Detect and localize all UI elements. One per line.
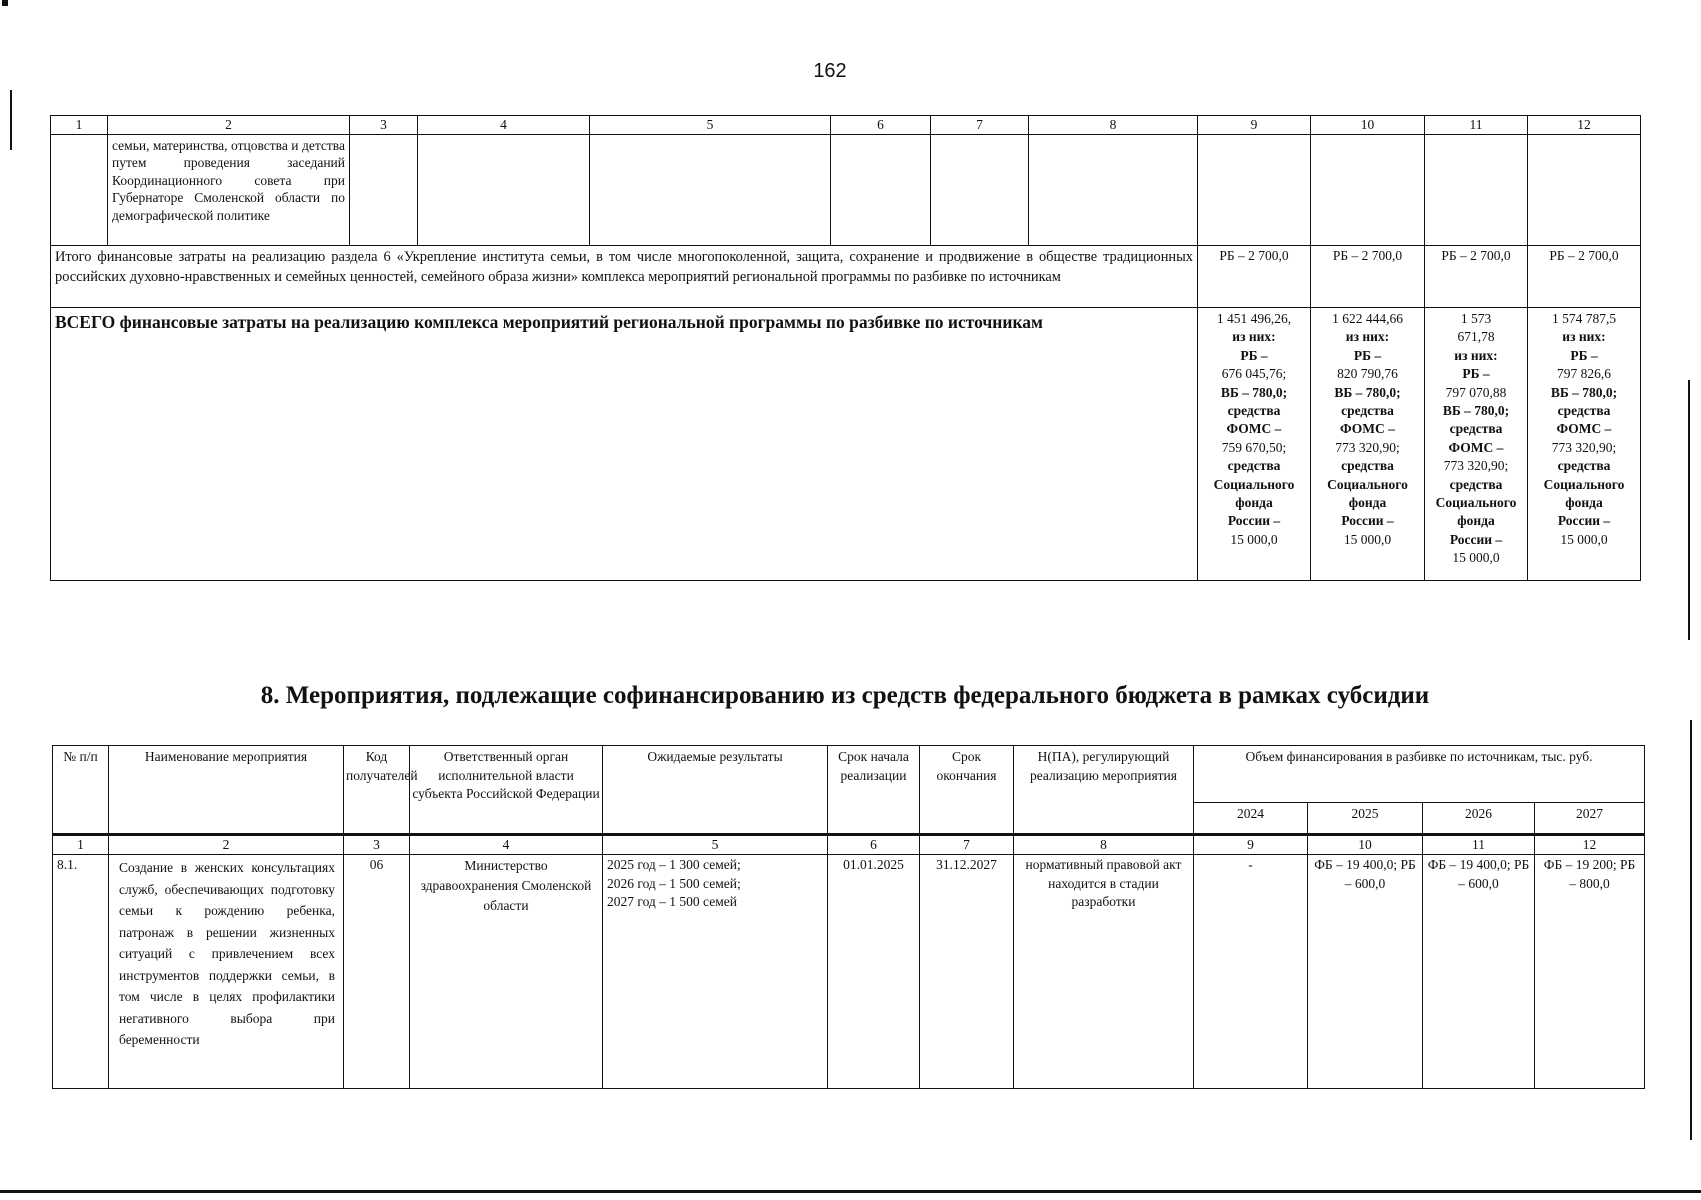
subtotal-row: [51, 246, 1641, 308]
subtotal-value-2025: РБ – 2 700,0: [1311, 246, 1425, 308]
header-num: № п/п: [53, 746, 109, 835]
cofinancing-table: [52, 745, 1645, 1089]
column-number: 10: [1311, 116, 1425, 135]
column-number: 1: [51, 116, 108, 135]
column-number: 8: [1029, 116, 1198, 135]
column-number-row: [51, 116, 1641, 135]
column-number: 3: [344, 835, 410, 855]
header-results: Ожидаемые результаты: [603, 746, 828, 835]
column-number-row: [53, 835, 1645, 855]
financing-table-continued: [50, 115, 1641, 581]
total-label: ВСЕГО финансовые затраты на реализацию комплекса мероприятий региональной программы по разбивке по источникам: [51, 308, 1198, 581]
row-end: 31.12.2027: [920, 855, 1014, 1089]
right-scan-edge: [1688, 380, 1690, 640]
total-row: [51, 308, 1641, 581]
column-number: 7: [931, 116, 1029, 135]
column-number: 4: [410, 835, 603, 855]
right-scan-edge-lower: [1690, 720, 1692, 1140]
column-number: 9: [1194, 835, 1308, 855]
bottom-scan-edge: [0, 1190, 1701, 1193]
row-funding-2026: ФБ – 19 400,0; РБ – 600,0: [1423, 855, 1535, 1089]
column-number: 3: [350, 116, 418, 135]
row-num: 8.1.: [53, 855, 109, 1089]
continuation-text: семьи, материнства, отцовства и детства путем проведения заседаний Координационного совета при Губернаторе Смоленской области по демографической политике: [108, 135, 350, 246]
empty-cell: [1198, 135, 1311, 246]
column-number: 7: [920, 835, 1014, 855]
header-funding: Объем финансирования в разбивке по источникам, тыс. руб.: [1194, 746, 1645, 803]
empty-cell: [931, 135, 1029, 246]
header-year-2027: 2027: [1535, 803, 1645, 835]
empty-cell: [1311, 135, 1425, 246]
binding-mark: [10, 90, 12, 150]
header-code: Код получателей: [344, 746, 410, 835]
row-start: 01.01.2025: [828, 855, 920, 1089]
header-year-2024: 2024: [1194, 803, 1308, 835]
header-start: Срок начала реализации: [828, 746, 920, 835]
total-value-2025: 1 622 444,66 из них: РБ – 820 790,76 ВБ – 780,0; средства ФОМС – 773 320,90; средства Социального фонда России – 15 000,0: [1311, 308, 1425, 581]
empty-cell: [418, 135, 590, 246]
page-number: 162: [813, 60, 847, 82]
subtotal-value-2024: РБ – 2 700,0: [1198, 246, 1311, 308]
column-number: 11: [1425, 116, 1528, 135]
subtotal-value-2026: РБ – 2 700,0: [1425, 246, 1528, 308]
column-number: 2: [109, 835, 344, 855]
column-number: 8: [1014, 835, 1194, 855]
row-name: Создание в женских консультациях служб, обеспечивающих подготовку семьи к рождению ребенка, патронаж в решении жизненных ситуаций с привлечением всех инструментов поддержки семьи, в том числе в целях профилактики негативного выбора при беременности: [109, 855, 344, 1089]
row-org: Министерство здравоохранения Смоленской области: [410, 855, 603, 1089]
header-npa: Н(ПА), регулирующий реализацию мероприятия: [1014, 746, 1194, 835]
row-funding-2027: ФБ – 19 200; РБ – 800,0: [1535, 855, 1645, 1089]
header-org: Ответственный орган исполнительной власти субъекта Российской Федерации: [410, 746, 603, 835]
row-funding-2025: ФБ – 19 400,0; РБ – 600,0: [1308, 855, 1423, 1089]
empty-cell: [1029, 135, 1198, 246]
scan-mark: [2, 0, 8, 6]
row-funding-2024: -: [1194, 855, 1308, 1089]
column-number: 11: [1423, 835, 1535, 855]
empty-cell: [1528, 135, 1641, 246]
column-number: 6: [831, 116, 931, 135]
empty-cell: [590, 135, 831, 246]
header-row: [53, 746, 1645, 803]
column-number: 1: [53, 835, 109, 855]
column-number: 9: [1198, 116, 1311, 135]
column-number: 10: [1308, 835, 1423, 855]
row-npa: нормативный правовой акт находится в стадии разработки: [1014, 855, 1194, 1089]
header-year-2026: 2026: [1423, 803, 1535, 835]
empty-cell: [51, 135, 108, 246]
header-year-2025: 2025: [1308, 803, 1423, 835]
subtotal-label: Итого финансовые затраты на реализацию раздела 6 «Укрепление института семьи, в том числе многопоколенной, защита, сохранение и продвижение в обществе традиционных российских духовно-нравственных и семейных ценностей, семейного образа жизни» комплекса мероприятий региональной программы по разбивке по источникам: [51, 246, 1198, 308]
empty-cell: [350, 135, 418, 246]
row-results: 2025 год – 1 300 семей; 2026 год – 1 500 семей; 2027 год – 1 500 семей: [603, 855, 828, 1089]
total-value-2024: 1 451 496,26, из них: РБ – 676 045,76; ВБ – 780,0; средства ФОМС – 759 670,50; средства Социального фонда России – 15 000,0: [1198, 308, 1311, 581]
row-code: 06: [344, 855, 410, 1089]
subtotal-value-2027: РБ – 2 700,0: [1528, 246, 1641, 308]
empty-cell: [831, 135, 931, 246]
table-row: [53, 855, 1645, 1089]
column-number: 6: [828, 835, 920, 855]
continuation-row: [51, 135, 1641, 246]
total-value-2027: 1 574 787,5 из них: РБ – 797 826,6 ВБ – 780,0; средства ФОМС – 773 320,90; средства Социального фонда России – 15 000,0: [1528, 308, 1641, 581]
header-name: Наименование мероприятия: [109, 746, 344, 835]
column-number: 4: [418, 116, 590, 135]
column-number: 12: [1528, 116, 1641, 135]
column-number: 5: [590, 116, 831, 135]
column-number: 12: [1535, 835, 1645, 855]
header-end: Срок окончания: [920, 746, 1014, 835]
total-value-2026: 1 573 671,78 из них: РБ – 797 070,88 ВБ – 780,0; средства ФОМС – 773 320,90; средства Социального фонда России – 15 000,0: [1425, 308, 1528, 581]
column-number: 5: [603, 835, 828, 855]
column-number: 2: [108, 116, 350, 135]
section-title: 8. Мероприятия, подлежащие софинансированию из средств федерального бюджета в рамках субсидии: [260, 682, 1430, 709]
empty-cell: [1425, 135, 1528, 246]
